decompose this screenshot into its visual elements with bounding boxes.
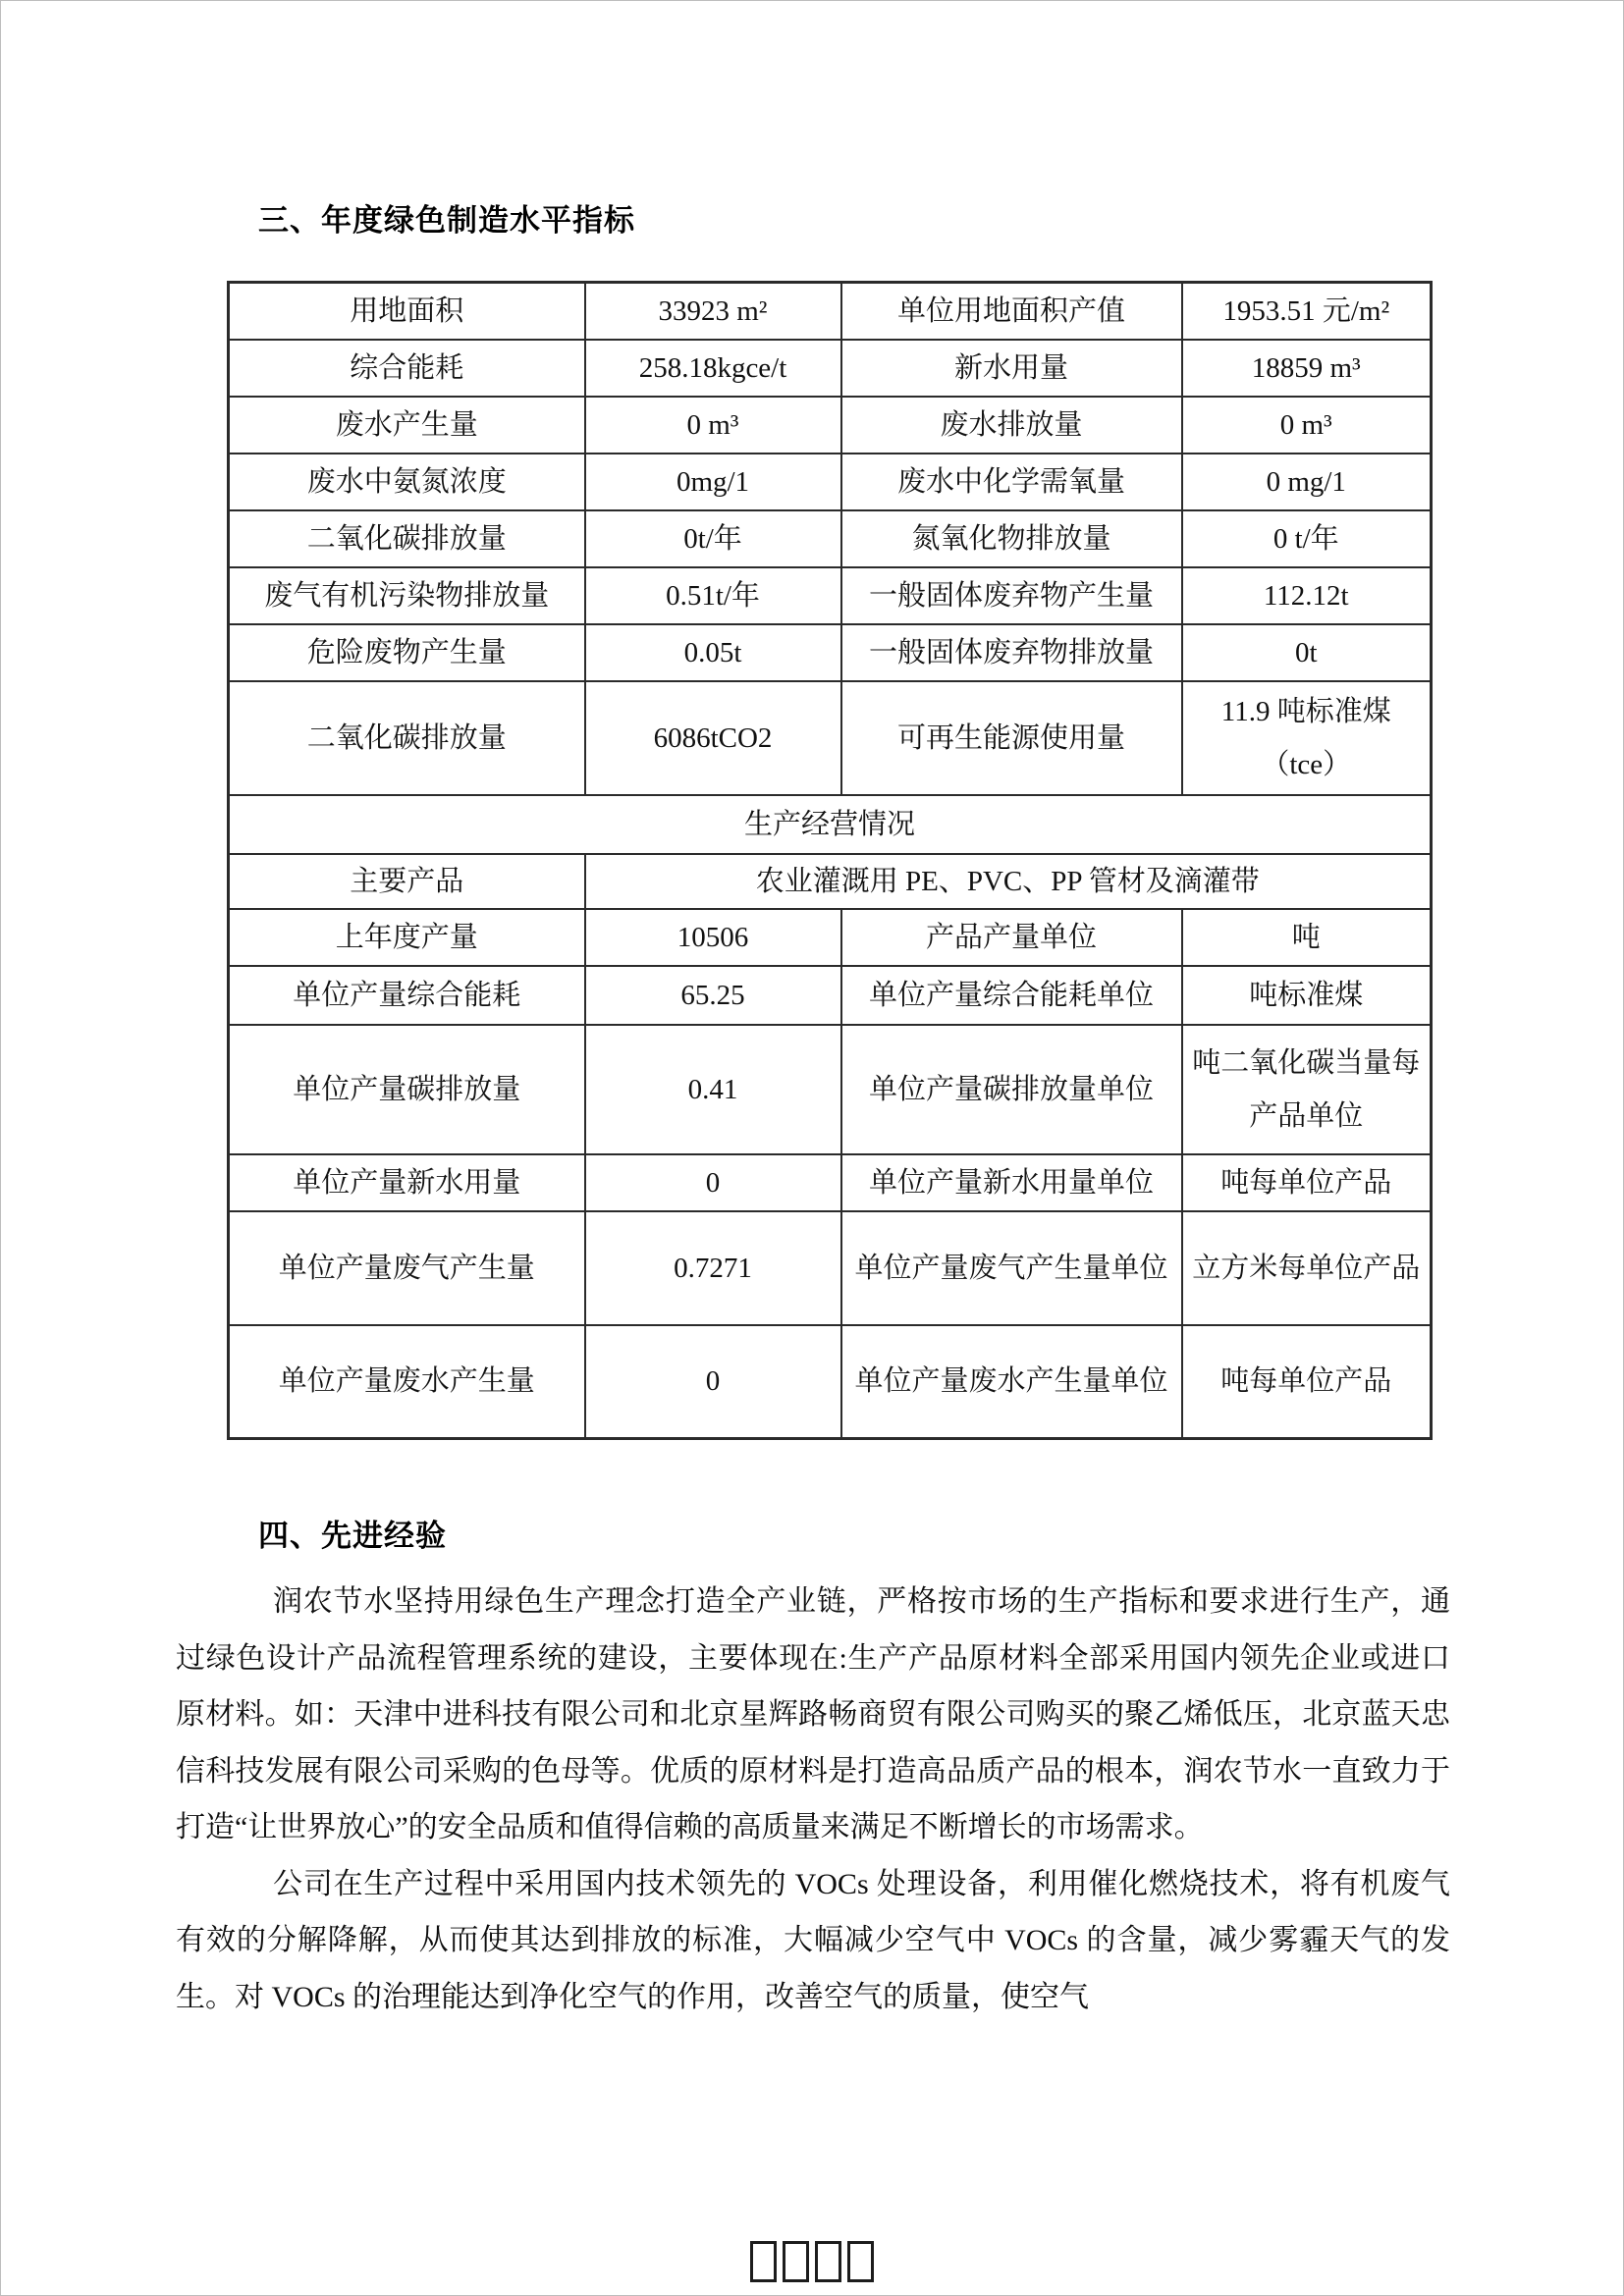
table-cell: 吨 <box>1182 909 1432 966</box>
table-row <box>229 1154 1432 1211</box>
metrics-table-body <box>229 283 1432 1439</box>
table-cell: 单位产量碳排放量 <box>229 1025 585 1154</box>
table-cell: 0 m³ <box>1182 397 1432 454</box>
table-row <box>229 854 1432 909</box>
table-cell: 11.9 吨标准煤（tce） <box>1182 681 1432 795</box>
table-cell: 吨二氧化碳当量每产品单位 <box>1182 1025 1432 1154</box>
tofu-glyph <box>750 2241 777 2282</box>
table-row <box>229 966 1432 1025</box>
table-cell: 立方米每单位产品 <box>1182 1211 1432 1325</box>
table-cell: 0 m³ <box>585 397 841 454</box>
green-manufacturing-metrics-table <box>227 281 1433 1440</box>
table-cell: 产品产量单位 <box>841 909 1182 966</box>
table-cell: 二氧化碳排放量 <box>229 681 585 795</box>
table-cell: 主要产品 <box>229 854 585 909</box>
table-cell: 氮氧化物排放量 <box>841 510 1182 567</box>
section4-heading: 四、先进经验 <box>258 1519 447 1553</box>
table-cell: 吨标准煤 <box>1182 966 1432 1025</box>
table-cell: 0t/年 <box>585 510 841 567</box>
experience-text-block <box>176 1574 1450 2025</box>
table-cell: 33923 m² <box>585 283 841 340</box>
table-cell: 上年度产量 <box>229 909 585 966</box>
table-cell: 综合能耗 <box>229 340 585 397</box>
table-cell: 0t <box>1182 624 1432 681</box>
table-row <box>229 681 1432 795</box>
table-cell: 1953.51 元/m² <box>1182 283 1432 340</box>
table-cell: 0 mg/1 <box>1182 454 1432 510</box>
table-cell: 可再生能源使用量 <box>841 681 1182 795</box>
page-footer <box>1 2241 1623 2282</box>
table-row <box>229 567 1432 624</box>
table-cell: 危险废物产生量 <box>229 624 585 681</box>
table-cell: 0.7271 <box>585 1211 841 1325</box>
table-cell: 0.05t <box>585 624 841 681</box>
table-cell: 单位产量综合能耗单位 <box>841 966 1182 1025</box>
table-cell: 单位用地面积产值 <box>841 283 1182 340</box>
table-cell: 废气有机污染物排放量 <box>229 567 585 624</box>
table-cell: 258.18kgce/t <box>585 340 841 397</box>
table-row <box>229 397 1432 454</box>
table-row <box>229 454 1432 510</box>
table-cell: 0 <box>585 1154 841 1211</box>
table-cell: 0.41 <box>585 1025 841 1154</box>
table-cell: 吨每单位产品 <box>1182 1325 1432 1439</box>
tofu-glyph <box>815 2241 841 2282</box>
table-row <box>229 909 1432 966</box>
table-cell: 65.25 <box>585 966 841 1025</box>
table-cell: 废水产生量 <box>229 397 585 454</box>
table-cell: 农业灌溉用 PE、PVC、PP 管材及滴灌带 <box>585 854 1432 909</box>
table-cell: 单位产量废水产生量单位 <box>841 1325 1182 1439</box>
table-cell: 单位产量废气产生量 <box>229 1211 585 1325</box>
table-cell: 废水排放量 <box>841 397 1182 454</box>
section3-heading: 三、年度绿色制造水平指标 <box>258 203 635 238</box>
table-cell: 二氧化碳排放量 <box>229 510 585 567</box>
table-cell: 废水中氨氮浓度 <box>229 454 585 510</box>
table-row <box>229 1211 1432 1325</box>
table-cell: 单位产量新水用量 <box>229 1154 585 1211</box>
table-cell: 18859 m³ <box>1182 340 1432 397</box>
table-cell: 0 <box>585 1325 841 1439</box>
table-cell: 单位产量废气产生量单位 <box>841 1211 1182 1325</box>
table-row <box>229 510 1432 567</box>
tofu-glyph <box>847 2241 874 2282</box>
table-row <box>229 795 1432 854</box>
table-row <box>229 283 1432 340</box>
table-row <box>229 1025 1432 1154</box>
table-cell: 一般固体废弃物产生量 <box>841 567 1182 624</box>
table-cell: 用地面积 <box>229 283 585 340</box>
table-cell: 112.12t <box>1182 567 1432 624</box>
tofu-glyph <box>783 2241 809 2282</box>
table-cell: 10506 <box>585 909 841 966</box>
table-row <box>229 1325 1432 1439</box>
table-cell: 单位产量碳排放量单位 <box>841 1025 1182 1154</box>
table-cell: 0 t/年 <box>1182 510 1432 567</box>
table-cell: 单位产量综合能耗 <box>229 966 585 1025</box>
table-cell: 单位产量废水产生量 <box>229 1325 585 1439</box>
table-cell: 废水中化学需氧量 <box>841 454 1182 510</box>
experience-paragraph-2: 公司在生产过程中采用国内技术领先的 VOCs 处理设备，利用催化燃烧技术，将有机废气有效的分解降解，从而使其达到排放的标准，大幅减少空气中 VOCs 的含量，减少雾霾天气的发生。对 VOCs 的治理能达到净化空气的作用，改善空气的质量，使空气 <box>176 1867 1450 2013</box>
experience-paragraph-1: 润农节水坚持用绿色生产理念打造全产业链，严格按市场的生产指标和要求进行生产，通过绿色设计产品流程管理系统的建设，主要体现在:生产产品原材料全部采用国内领先企业或进口原材料。如：天津中进科技有限公司和北京星辉路畅商贸有限公司购买的聚乙烯低压，北京蓝天忠信科技发展有限公司采购的色母等。优质的原材料是打造高品质产品的根本，润农节水一直致力于打造“让世界放心”的安全品质和值得信赖的高质量来满足不断增长的市场需求。 <box>176 1585 1450 1843</box>
table-cell: 6086tCO2 <box>585 681 841 795</box>
table-cell: 新水用量 <box>841 340 1182 397</box>
table-row <box>229 340 1432 397</box>
table-row <box>229 624 1432 681</box>
table-cell: 0.51t/年 <box>585 567 841 624</box>
table-cell: 单位产量新水用量单位 <box>841 1154 1182 1211</box>
table-cell: 一般固体废弃物排放量 <box>841 624 1182 681</box>
table-cell: 吨每单位产品 <box>1182 1154 1432 1211</box>
footer-missing-glyphs <box>747 2253 877 2269</box>
table-cell: 0mg/1 <box>585 454 841 510</box>
table-cell: 生产经营情况 <box>229 795 1432 854</box>
